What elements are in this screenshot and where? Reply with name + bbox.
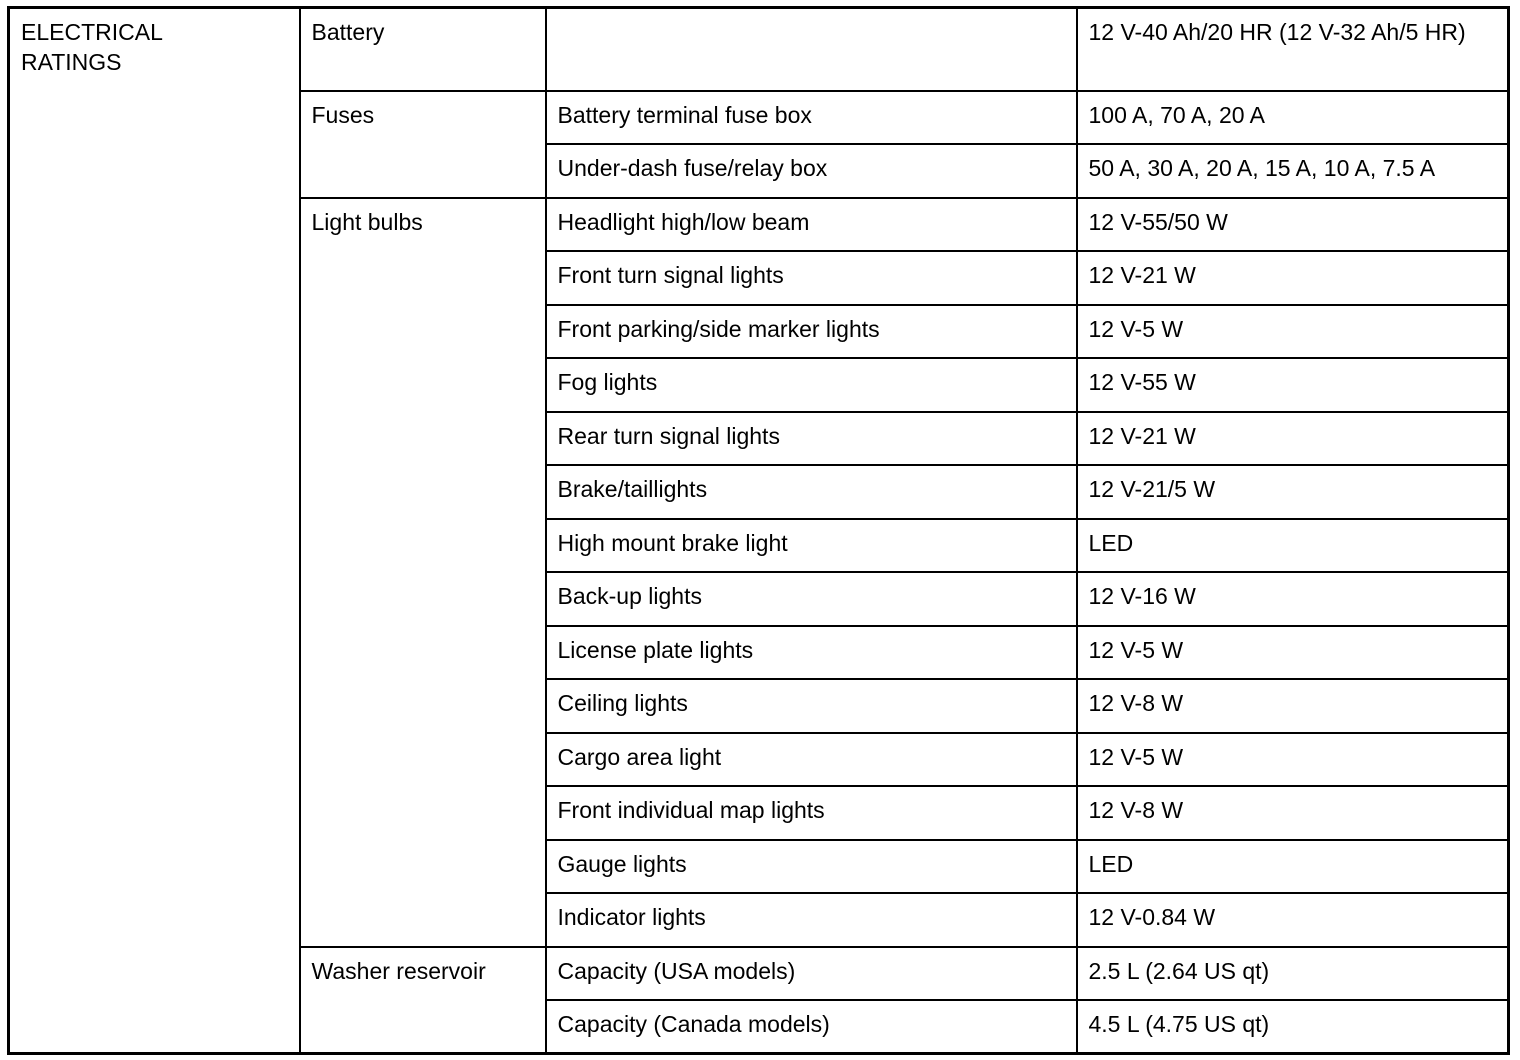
section-label-cell xyxy=(9,8,300,1054)
section-label: ELECTRICAL RATINGS xyxy=(21,19,163,75)
item-name: Gauge lights xyxy=(546,840,1077,894)
item-name: Under-dash fuse/relay box xyxy=(546,144,1077,198)
item-name: High mount brake light xyxy=(546,519,1077,573)
item-value: 12 V-8 W xyxy=(1077,786,1509,840)
item-value: LED xyxy=(1077,840,1509,894)
item-name: Ceiling lights xyxy=(546,679,1077,733)
group-label-fuses: Fuses xyxy=(300,91,546,198)
item-name: Capacity (Canada models) xyxy=(546,1000,1077,1054)
item-value: 12 V-21 W xyxy=(1077,412,1509,466)
item-name: Headlight high/low beam xyxy=(546,198,1077,252)
item-name: Battery terminal fuse box xyxy=(546,91,1077,145)
item-name: Back-up lights xyxy=(546,572,1077,626)
item-value: 50 A, 30 A, 20 A, 15 A, 10 A, 7.5 A xyxy=(1077,144,1509,198)
item-value: LED xyxy=(1077,519,1509,573)
group-label-washer: Washer reservoir xyxy=(300,947,546,1054)
item-name: Indicator lights xyxy=(546,893,1077,947)
item-name: Front individual map lights xyxy=(546,786,1077,840)
table-body xyxy=(9,8,1509,1054)
item-value: 12 V-0.84 W xyxy=(1077,893,1509,947)
item-name xyxy=(546,8,1077,91)
item-value: 12 V-16 W xyxy=(1077,572,1509,626)
item-value: 100 A, 70 A, 20 A xyxy=(1077,91,1509,145)
electrical-ratings-table xyxy=(7,6,1510,1055)
item-value: 12 V-55/50 W xyxy=(1077,198,1509,252)
item-value: 12 V-55 W xyxy=(1077,358,1509,412)
item-value: 12 V-5 W xyxy=(1077,733,1509,787)
item-name: Brake/taillights xyxy=(546,465,1077,519)
item-name: License plate lights xyxy=(546,626,1077,680)
group-label-battery: Battery xyxy=(300,8,546,91)
table-row xyxy=(9,8,1509,91)
item-value: 4.5 L (4.75 US qt) xyxy=(1077,1000,1509,1054)
item-value: 12 V-5 W xyxy=(1077,626,1509,680)
item-name: Front parking/side marker lights xyxy=(546,305,1077,359)
item-value: 12 V-5 W xyxy=(1077,305,1509,359)
item-name: Front turn signal lights xyxy=(546,251,1077,305)
item-name: Rear turn signal lights xyxy=(546,412,1077,466)
item-value: 2.5 L (2.64 US qt) xyxy=(1077,947,1509,1001)
item-name: Capacity (USA models) xyxy=(546,947,1077,1001)
item-name: Fog lights xyxy=(546,358,1077,412)
item-value: 12 V-8 W xyxy=(1077,679,1509,733)
item-value: 12 V-40 Ah/20 HR (12 V-32 Ah/5 HR) xyxy=(1077,8,1509,91)
group-label-bulbs: Light bulbs xyxy=(300,198,546,947)
item-name: Cargo area light xyxy=(546,733,1077,787)
item-value: 12 V-21/5 W xyxy=(1077,465,1509,519)
item-value: 12 V-21 W xyxy=(1077,251,1509,305)
